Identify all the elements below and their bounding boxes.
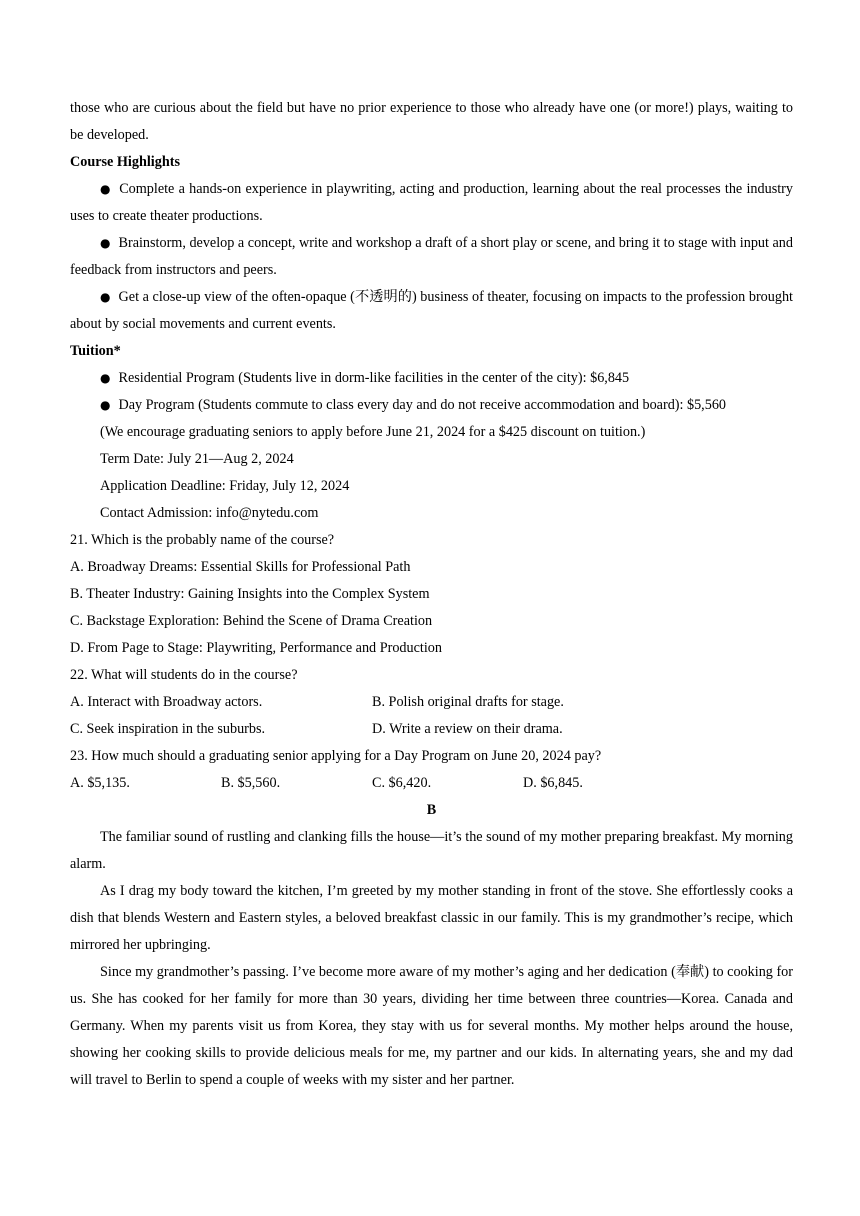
question-23-option-c: C. $6,420. bbox=[372, 775, 432, 791]
question-22-options-row-2 bbox=[70, 716, 793, 743]
bullet-icon: ● bbox=[100, 371, 111, 385]
term-date: Term Date: July 21—Aug 2, 2024 bbox=[100, 451, 294, 467]
question-21-option-b: B. Theater Industry: Gaining Insights into the Complex System bbox=[70, 586, 430, 602]
highlight-item-1 bbox=[70, 176, 793, 230]
highlight-text: Complete a hands-on experience in playwriting, acting and production, learning about the real processes the industry uses to create theater productions. bbox=[70, 181, 793, 224]
question-21-option-a: A. Broadway Dreams: Essential Skills for Professional Path bbox=[70, 559, 411, 575]
bullet-icon: ● bbox=[100, 182, 112, 196]
contact-admission: Contact Admission: info@nytedu.com bbox=[100, 505, 319, 521]
question-22-options-row-1 bbox=[70, 689, 793, 716]
document-page bbox=[70, 95, 793, 1094]
tuition-note: (We encourage graduating seniors to apply before June 21, 2024 for a $425 discount on tuition.) bbox=[100, 424, 646, 440]
question-22-option-b: B. Polish original drafts for stage. bbox=[372, 694, 564, 710]
section-b-label: B bbox=[426, 802, 437, 818]
passage-b-paragraph-3: Since my grandmother’s passing. I’ve become more aware of my mother’s aging and her dedication (奉献) to cooking for us. She has cooked for her family for more than 30 years, dividing her time between three countries—Korea. Canada and Germany. When my parents visit us from Korea, they stay with us for several months. My mother helps around the house, showing her cooking skills to provide delicious meals for me, my partner and our kids. In alternating years, she and my dad will travel to Berlin to spend a couple of weeks with my sister and her partner. bbox=[70, 964, 793, 1088]
tuition-item-1 bbox=[70, 365, 793, 392]
question-21-option-c: C. Backstage Exploration: Behind the Scene of Drama Creation bbox=[70, 613, 433, 629]
intro-paragraph: those who are curious about the field but have no prior experience to those who already have one (or more!) plays, waiting to be developed. bbox=[70, 100, 793, 143]
question-23-option-a: A. $5,135. bbox=[70, 775, 130, 791]
passage-b-paragraph-1: The familiar sound of rustling and clanking fills the house—it’s the sound of my mother preparing breakfast. My morning alarm. bbox=[70, 829, 793, 872]
highlight-text: Get a close-up view of the often-opaque (不透明的) business of theater, focusing on impacts to the profession brought about by social movements and current events. bbox=[70, 289, 793, 332]
question-22-option-c: C. Seek inspiration in the suburbs. bbox=[70, 721, 266, 737]
highlight-item-2 bbox=[70, 230, 793, 284]
highlights-heading: Course Highlights bbox=[70, 154, 180, 170]
question-23-option-b: B. $5,560. bbox=[221, 775, 281, 791]
tuition-text: Day Program (Students commute to class every day and do not receive accommodation and board): $5,560 bbox=[118, 397, 727, 413]
bullet-icon: ● bbox=[100, 236, 111, 250]
bullet-icon: ● bbox=[100, 398, 111, 412]
tuition-item-2 bbox=[70, 392, 793, 419]
bullet-icon: ● bbox=[100, 290, 111, 304]
question-21-stem: 21. Which is the probably name of the course? bbox=[70, 532, 335, 548]
question-22-option-d: D. Write a review on their drama. bbox=[372, 721, 563, 737]
tuition-heading: Tuition* bbox=[70, 343, 121, 359]
question-22-option-a: A. Interact with Broadway actors. bbox=[70, 694, 263, 710]
question-23-option-d: D. $6,845. bbox=[523, 775, 583, 791]
question-23-stem: 23. How much should a graduating senior applying for a Day Program on June 20, 2024 pay? bbox=[70, 748, 602, 764]
highlight-item-3 bbox=[70, 284, 793, 338]
passage-b-paragraph-2: As I drag my body toward the kitchen, I’m greeted by my mother standing in front of the stove. She effortlessly cooks a dish that blends Western and Eastern styles, a beloved breakfast classic in our family. This is my grandmother’s recipe, which mirrored her upbringing. bbox=[70, 883, 793, 953]
question-22-stem: 22. What will students do in the course? bbox=[70, 667, 298, 683]
application-deadline: Application Deadline: Friday, July 12, 2024 bbox=[100, 478, 350, 494]
question-23-options-row bbox=[70, 770, 793, 797]
tuition-text: Residential Program (Students live in dorm-like facilities in the center of the city): $6,845 bbox=[118, 370, 630, 386]
question-21-option-d: D. From Page to Stage: Playwriting, Performance and Production bbox=[70, 640, 442, 656]
highlight-text: Brainstorm, develop a concept, write and workshop a draft of a short play or scene, and bring it to stage with input and feedback from instructors and peers. bbox=[70, 235, 793, 278]
